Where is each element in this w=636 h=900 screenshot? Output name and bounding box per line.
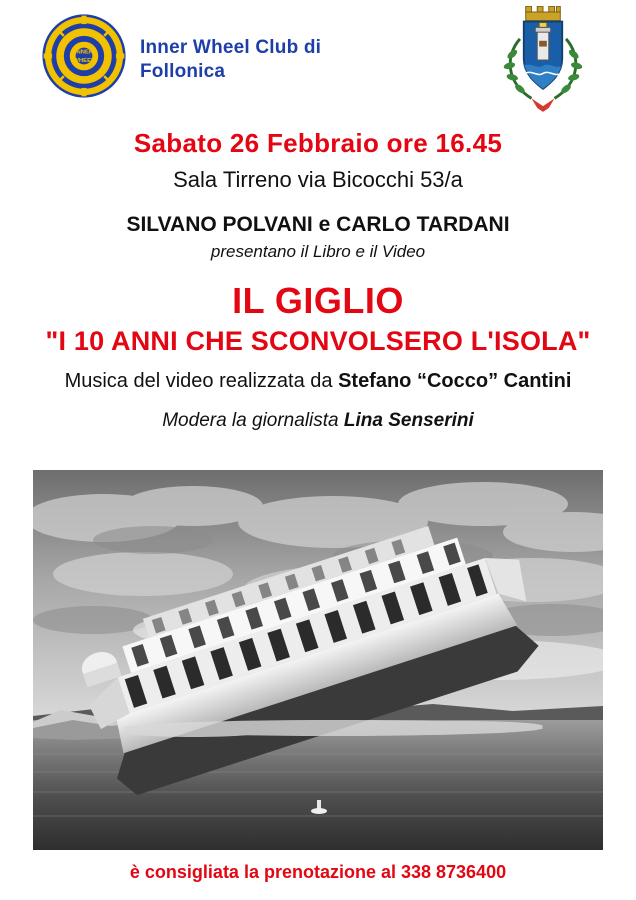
music-credit-author: Stefano “Cocco” Cantini	[338, 370, 572, 392]
event-title-subtitle: "I 10 ANNI CHE SCONVOLSERO L'ISOLA"	[45, 326, 591, 356]
event-speakers: SILVANO POLVANI e CARLO TARDANI	[126, 213, 510, 236]
booking-note: è consigliata la prenotazione al 338 8736400	[129, 862, 507, 882]
moderator-prefix: Modera la giornalista	[162, 410, 344, 431]
inner-wheel-emblem-icon	[42, 14, 126, 98]
music-credit-prefix: Musica del video realizzata da	[64, 370, 339, 392]
svg-text:INNER: INNER	[74, 49, 94, 56]
club-name-line1: Inner Wheel Club di	[140, 37, 322, 58]
event-moderator	[0, 410, 636, 432]
event-presentation-note: presentano il Libro e il Video	[210, 242, 426, 261]
comune-coat-of-arms-icon	[495, 6, 591, 114]
club-name	[140, 36, 321, 84]
event-music-credit	[0, 370, 636, 393]
poster-header	[0, 0, 636, 118]
svg-text:WHEEL: WHEEL	[73, 57, 95, 64]
capsized-cruise-ship-photo	[33, 470, 603, 850]
event-title-main: IL GIGLIO	[232, 280, 404, 321]
event-date-time: Sabato 26 Febbraio ore 16.45	[133, 128, 503, 158]
club-name-line2: Follonica	[140, 60, 226, 82]
event-venue: Sala Tirreno via Bicocchi 53/a	[173, 167, 463, 192]
moderator-name: Lina Senserini	[343, 410, 474, 431]
